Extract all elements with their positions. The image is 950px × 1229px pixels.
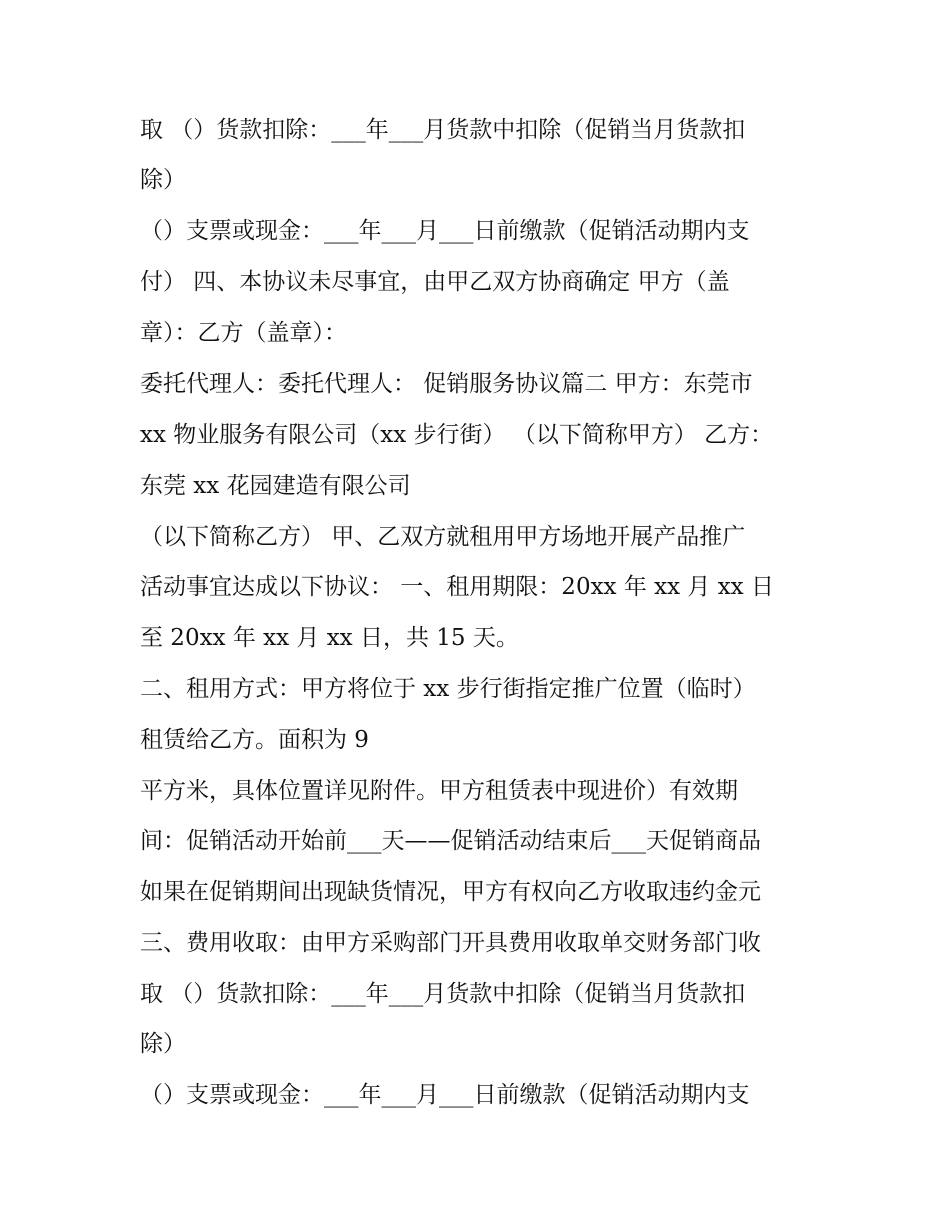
text-line: 除） (140, 1031, 186, 1057)
text-line: 活动事宜达成以下协议： 一、租用期限：20xx 年 xx 月 xx 日 (140, 574, 774, 600)
text-line: 取 （）货款扣除：___年___月货款中扣除（促销当月货款扣 (140, 981, 746, 1007)
text-line: 除） (140, 167, 186, 193)
text-line: 间：促销活动开始前___天——促销活动结束后___天促销商品 (140, 828, 761, 854)
text-line: 东莞 xx 花园建造有限公司 (140, 473, 411, 499)
text-line: 三、费用收取：由甲方采购部门开具费用收取单交财务部门收 (140, 930, 761, 956)
text-line: 如果在促销期间出现缺货情况，甲方有权向乙方收取违约金元 (140, 879, 761, 905)
text-line: 付） 四、本协议未尽事宜，由甲乙双方协商确定 甲方（盖 (140, 269, 730, 295)
text-line: （）支票或现金：___年___月___日前缴款（促销活动期内支 (140, 218, 750, 244)
text-line: 租赁给乙方。面积为 9 (140, 727, 369, 753)
text-line: （以下简称乙方） 甲、乙双方就租用甲方场地开展产品推广 (140, 524, 746, 550)
text-line: 至 20xx 年 xx 月 xx 日，共 15 天。 (140, 625, 519, 651)
text-line: 委托代理人：委托代理人： 促销服务协议篇二 甲方：东莞市 (140, 371, 753, 397)
text-line: 章）：乙方（盖章）： (140, 320, 347, 346)
text-line: xx 物业服务有限公司（xx 步行街） （以下简称甲方） 乙方： (140, 422, 774, 448)
text-line: 平方米，具体位置详见附件。甲方租赁表中现进价）有效期 (140, 778, 738, 804)
text-line: （）支票或现金：___年___月___日前缴款（促销活动期内支 (140, 1082, 750, 1108)
text-line: 取 （）货款扣除：___年___月货款中扣除（促销当月货款扣 (140, 117, 746, 143)
text-line: 二、租用方式：甲方将位于 xx 步行街指定推广位置（临时） (140, 676, 756, 702)
